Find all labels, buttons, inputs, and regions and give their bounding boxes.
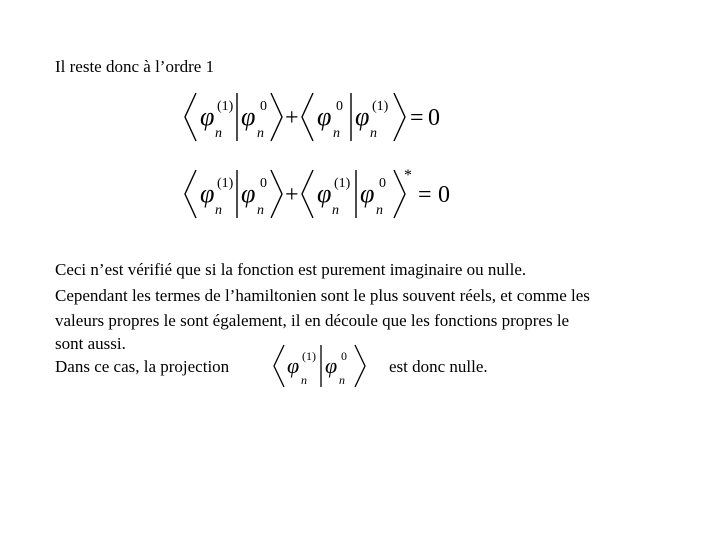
phi-symbol: φ — [325, 353, 338, 378]
zero-value: 0 — [438, 182, 450, 208]
intro-text: Il reste donc à l’ordre 1 — [55, 57, 215, 76]
phi-symbol: φ — [241, 102, 256, 131]
left-angle-bracket — [302, 93, 313, 141]
complex-conjugate-mark: * — [404, 167, 412, 184]
right-angle-bracket — [355, 345, 365, 387]
superscript-order-1: (1) — [372, 99, 389, 114]
subscript-n: n — [215, 126, 222, 141]
subscript-n: n — [333, 126, 340, 141]
superscript-order-1: (1) — [217, 99, 234, 114]
left-angle-bracket — [185, 170, 196, 218]
equation-2 — [180, 162, 480, 224]
superscript-order-0: 0 — [379, 176, 386, 191]
subscript-n: n — [339, 373, 345, 387]
phi-symbol: φ — [200, 102, 215, 131]
equals-sign: = — [410, 105, 424, 131]
plus-sign: + — [285, 105, 299, 131]
subscript-n: n — [376, 203, 383, 218]
paragraph-line-5-end: est donc nulle. — [389, 357, 488, 376]
phi-symbol: φ — [287, 353, 300, 378]
equals-sign: = — [418, 182, 432, 208]
superscript-order-0: 0 — [336, 99, 343, 114]
inline-projection — [270, 342, 380, 390]
subscript-n: n — [215, 203, 222, 218]
right-angle-bracket — [394, 93, 405, 141]
paragraph-line-4: sont aussi. — [55, 334, 126, 353]
left-angle-bracket — [185, 93, 196, 141]
phi-symbol: φ — [360, 179, 375, 208]
superscript-order-1: (1) — [302, 349, 316, 363]
phi-symbol: φ — [317, 102, 332, 131]
subscript-n: n — [301, 373, 307, 387]
superscript-order-1: (1) — [217, 176, 234, 191]
paragraph-line-2: Cependant les termes de l’hamiltonien sont le plus souvent réels, et comme les — [55, 286, 590, 305]
equation-1 — [180, 90, 480, 146]
paragraph-line-1: Ceci n’est vérifié que si la fonction est purement imaginaire ou nulle. — [55, 260, 527, 279]
phi-symbol: φ — [355, 102, 370, 131]
phi-symbol: φ — [200, 179, 215, 208]
left-angle-bracket — [274, 345, 284, 387]
subscript-n: n — [370, 126, 377, 141]
right-angle-bracket — [271, 93, 282, 141]
paragraph-line-3: valeurs propres le sont également, il en découle que les fonctions propres le — [55, 311, 570, 330]
zero-value: 0 — [428, 105, 440, 131]
subscript-n: n — [257, 126, 264, 141]
subscript-n: n — [257, 203, 264, 218]
superscript-order-0: 0 — [341, 349, 347, 363]
superscript-order-1: (1) — [334, 176, 351, 191]
phi-symbol: φ — [317, 179, 332, 208]
left-angle-bracket — [302, 170, 313, 218]
phi-symbol: φ — [241, 179, 256, 208]
superscript-order-0: 0 — [260, 176, 267, 191]
plus-sign: + — [285, 182, 299, 208]
right-angle-bracket — [271, 170, 282, 218]
superscript-order-0: 0 — [260, 99, 267, 114]
paragraph-line-5-start: Dans ce cas, la projection — [55, 357, 230, 376]
subscript-n: n — [332, 203, 339, 218]
